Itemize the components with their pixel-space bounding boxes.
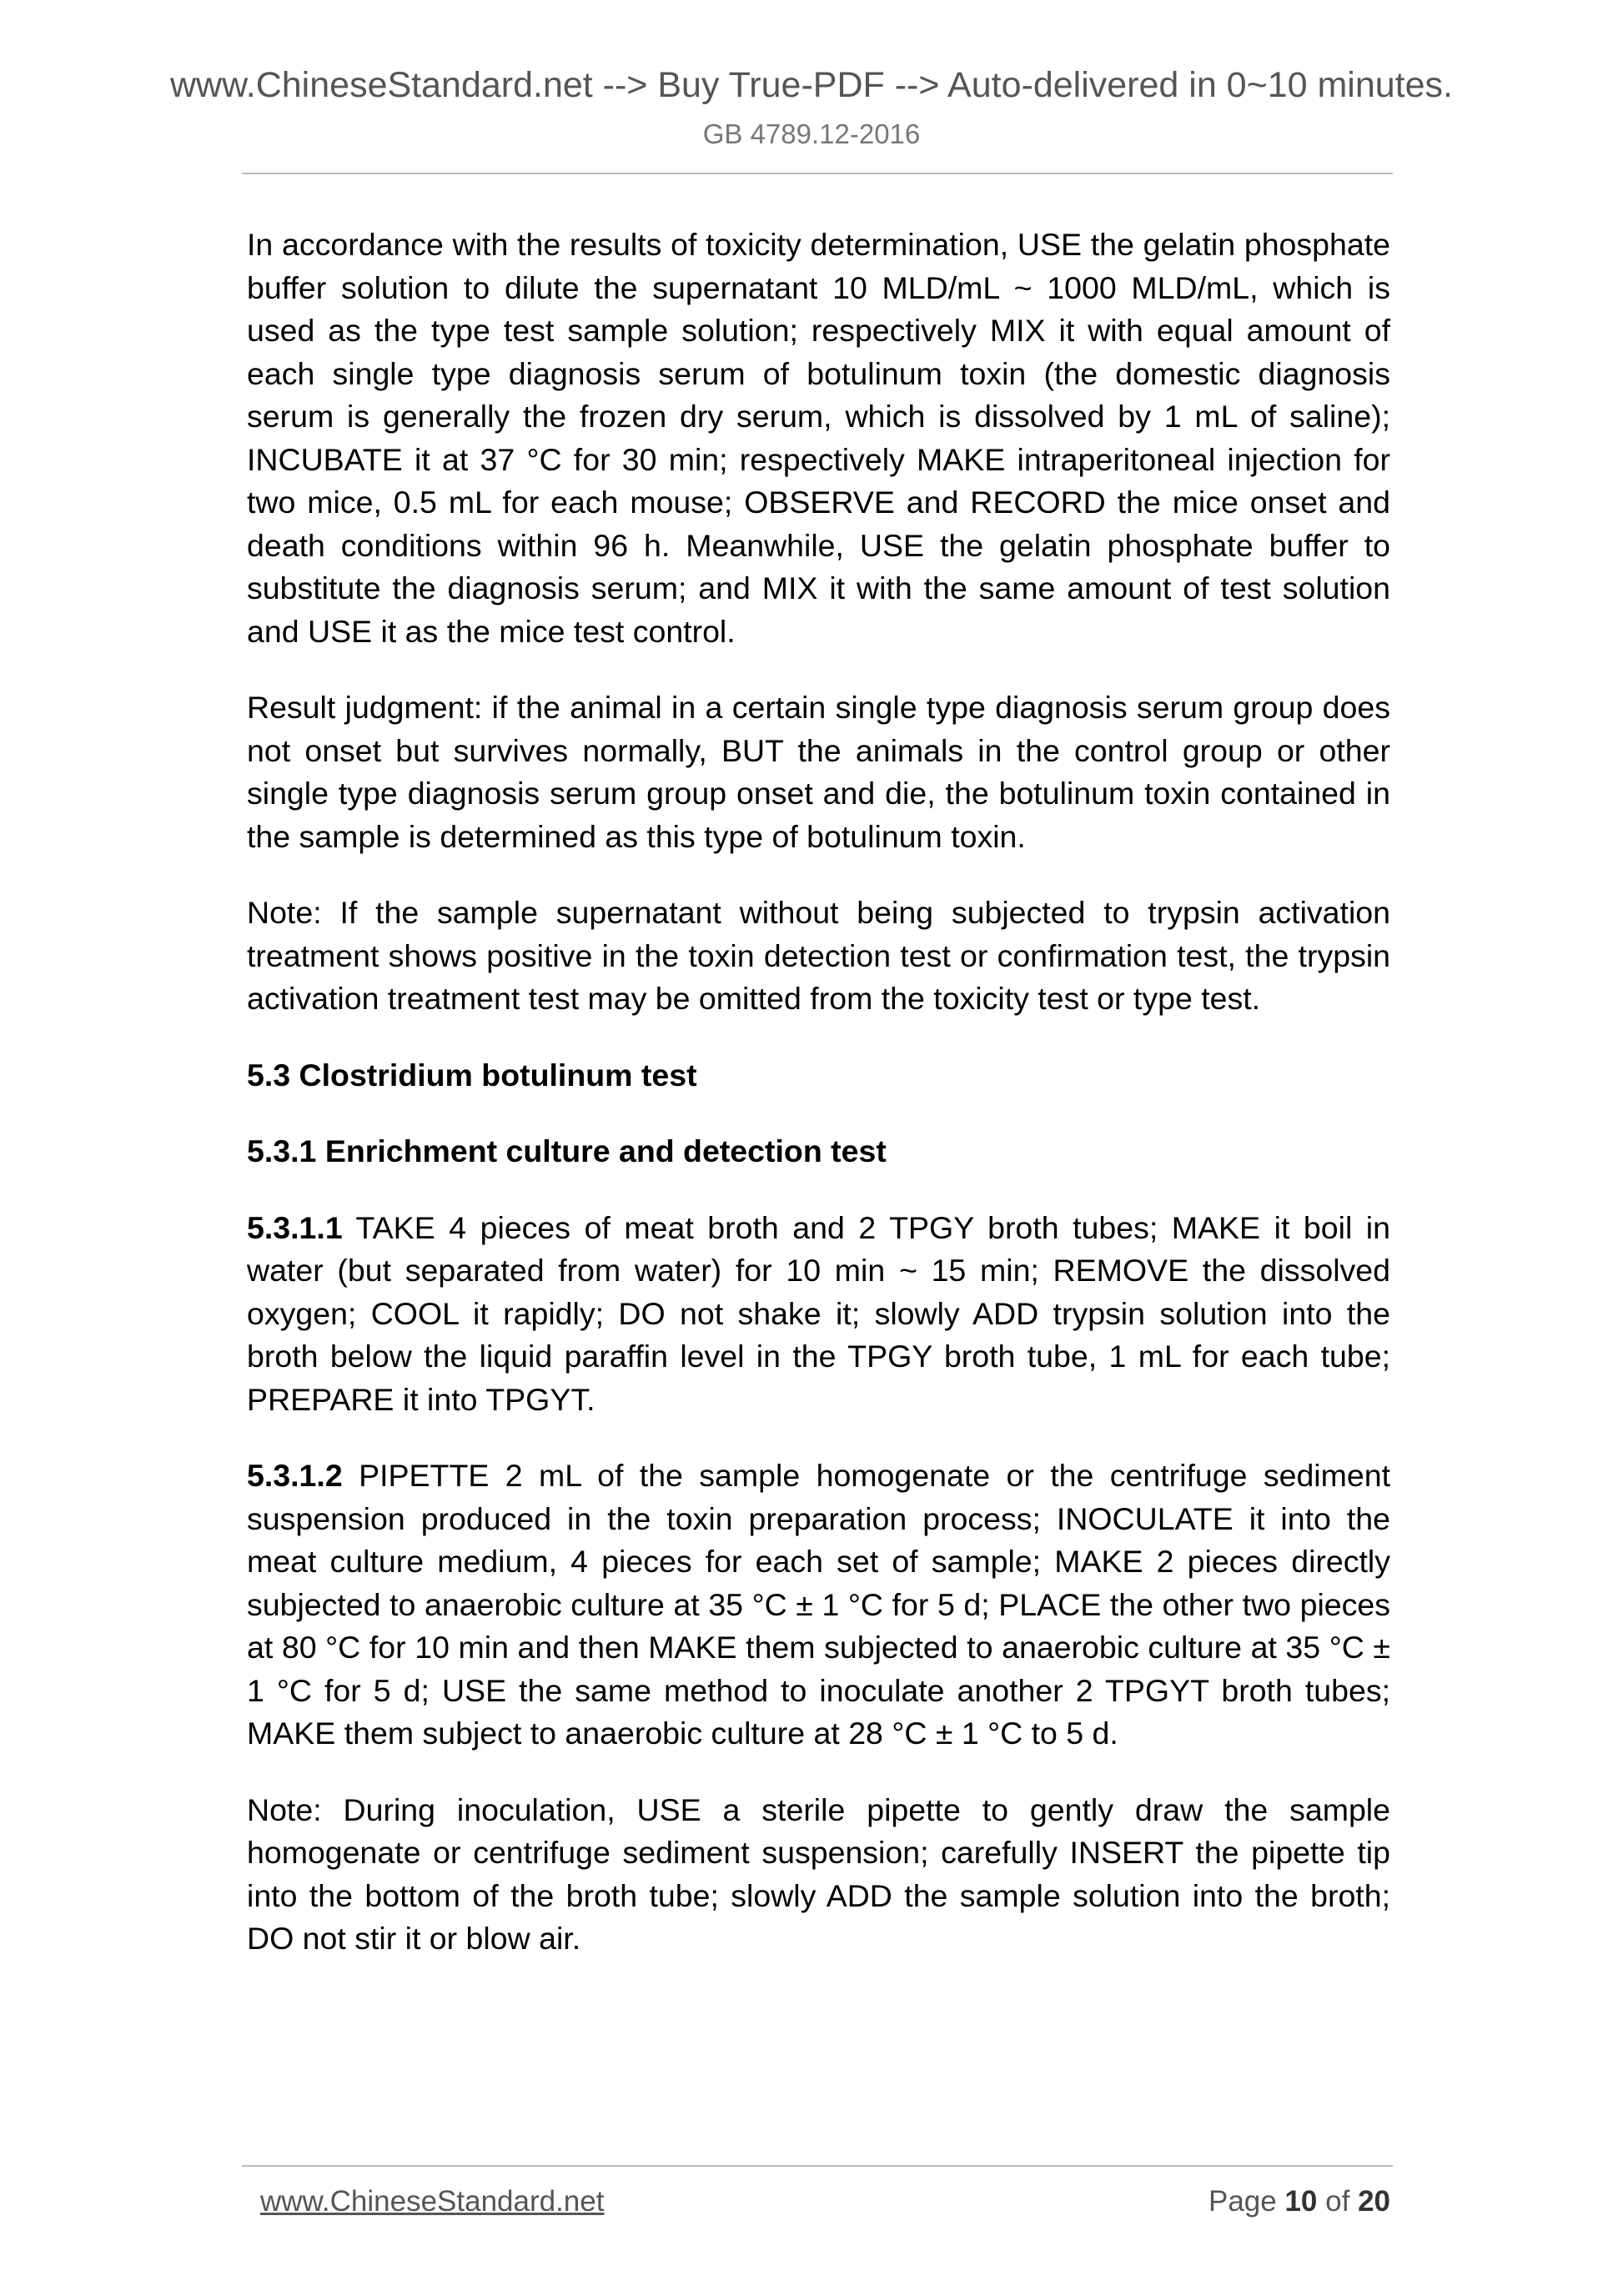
header-divider bbox=[242, 173, 1393, 174]
clause-number: 5.3.1.2 bbox=[247, 1458, 343, 1493]
clause-text: TAKE 4 pieces of meat broth and 2 TPGY broth tubes; MAKE it boil in water (but separated from water) for 10 min ~ 15 min; REMOVE the dissolved oxygen; COOL it rapidly; DO not shake it; slowly ADD trypsin solution into the broth below the liquid paraffin level in the TPGY broth tube, 1 mL for each tube; PREPARE it into TPGYT. bbox=[247, 1209, 1390, 1417]
page-word: Page bbox=[1208, 2185, 1277, 2218]
paragraph-result-judgment: Result judgment: if the animal in a certain single type diagnosis serum group does not onset but survives normally, BUT the animals in the control group or other single type diagnosis serum group onset and die, the botulinum toxin contained in the sample is determined as this type of botulinum toxin. bbox=[247, 690, 1390, 854]
standard-code: GB 4789.12-2016 bbox=[702, 118, 921, 149]
footer-divider bbox=[242, 2165, 1393, 2167]
page-current: 10 bbox=[1284, 2185, 1318, 2218]
section-heading-5-3: 5.3 Clostridium botulinum test bbox=[247, 1057, 697, 1093]
header-banner: www.ChineseStandard.net --> Buy True-PDF --> Auto-delivered in 0~10 minutes. bbox=[169, 65, 1453, 105]
page-of: of bbox=[1325, 2185, 1350, 2218]
note-trypsin-activation: Note: If the sample supernatant without being subjected to trypsin activation treatment shows positive in the toxin detection test or confirmation test, the trypsin activation treatment test may be omitted from the toxicity test or type test. bbox=[247, 895, 1390, 1016]
footer-site-link[interactable]: www.ChineseStandard.net bbox=[260, 2185, 605, 2218]
clause-5-3-1-2 bbox=[247, 1454, 1390, 1756]
section-heading-5-3-1: 5.3.1 Enrichment culture and detection test bbox=[247, 1133, 887, 1168]
note-inoculation: Note: During inoculation, USE a sterile pipette to gently draw the sample homogenate or centrifuge sediment suspension; carefully INSERT the pipette tip into the bottom of the broth tube; slowly ADD the sample solution into the broth; DO not stir it or blow air. bbox=[247, 1791, 1390, 1956]
clause-text: PIPETTE 2 mL of the sample homogenate or the centrifuge sediment suspension produced in the toxin preparation process; INOCULATE it into the meat culture medium, 4 pieces for each set of sample; MAKE 2 pieces directly subjected to anaerobic culture at 35 °C ± 1 °C for 5 d; PLACE the other two pieces at 80 °C for 10 min and then MAKE them subjected to anaerobic culture at 35 °C ± 1 °C for 5 d; USE the same method to inoculate another 2 TPGYT broth tubes; MAKE them subject to anaerobic culture at 28 °C ± 1 °C to 5 d. bbox=[247, 1458, 1390, 1751]
paragraph-type-test-procedure: In accordance with the results of toxicity determination, USE the gelatin phosphate buffer solution to dilute the supernatant 10 MLD/mL ~ 1000 MLD/mL, which is used as the type test sample solution; respectively MIX it with equal amount of each single type diagnosis serum of botulinum toxin (the domestic diagnosis serum is generally the frozen dry serum, which is dissolved by 1 mL of saline); INCUBATE it at 37 °C for 30 min; respectively MAKE intraperitoneal injection for two mice, 0.5 mL for each mouse; OBSERVE and RECORD the mice onset and death conditions within 96 h. Meanwhile, USE the gelatin phosphate buffer to substitute the diagnosis serum; and MIX it with the same amount of test solution and USE it as the mice test control. bbox=[247, 227, 1390, 649]
clause-5-3-1-1 bbox=[247, 1207, 1390, 1422]
page-total: 20 bbox=[1358, 2185, 1390, 2218]
page-indicator bbox=[1208, 2185, 1390, 2218]
clause-number: 5.3.1.1 bbox=[247, 1209, 343, 1245]
document-body bbox=[247, 224, 1390, 1994]
